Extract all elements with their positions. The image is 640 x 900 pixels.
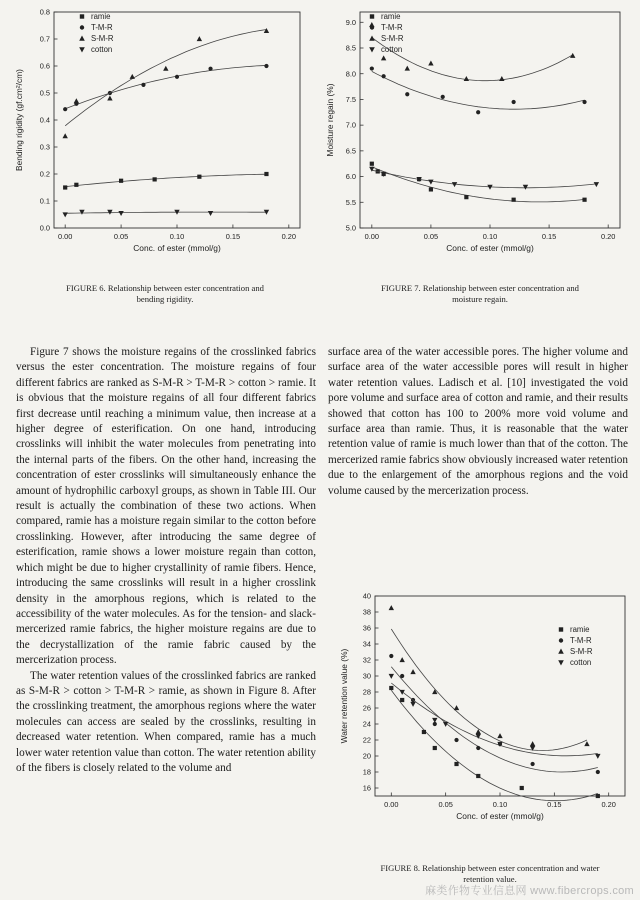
legend	[79, 12, 114, 54]
data-point	[264, 172, 268, 176]
x-axis-label: Conc. of ester (mmol/g)	[446, 243, 534, 253]
y-tick-label: 0.0	[39, 223, 50, 233]
data-point	[370, 162, 374, 166]
data-point	[464, 195, 468, 199]
y-tick-label: 0.8	[39, 7, 50, 17]
bending-rigidity-plot	[0, 0, 310, 282]
y-tick-label: 0.6	[39, 61, 50, 71]
y-tick-label: 9.0	[345, 17, 356, 27]
data-point	[530, 741, 535, 746]
data-point	[428, 61, 433, 66]
data-point	[428, 180, 433, 185]
data-point	[476, 110, 480, 114]
data-point	[389, 686, 393, 690]
y-tick-label: 5.5	[345, 197, 356, 207]
y-tick-label: 0.7	[39, 34, 50, 44]
data-point	[107, 210, 112, 215]
moisture-regain-plot	[320, 0, 640, 282]
data-point	[400, 674, 404, 678]
x-tick-label: 0.10	[482, 232, 498, 241]
data-point	[389, 654, 393, 658]
data-point	[63, 185, 67, 189]
figure-6-caption-line-1: FIGURE 6. Relationship between ester concentration and	[66, 283, 264, 293]
x-tick-label: 0.10	[169, 232, 185, 241]
fit-curve-s-m-r	[372, 37, 573, 80]
x-tick-label: 0.00	[364, 232, 380, 241]
data-point	[582, 100, 586, 104]
y-tick-label: 0.1	[39, 196, 50, 206]
y-tick-label: 7.0	[345, 120, 356, 130]
legend-label: cotton	[570, 658, 592, 667]
figure-7-caption-line-1: FIGURE 7. Relationship between ester concentration and	[381, 283, 579, 293]
x-tick-label: 0.00	[384, 800, 399, 809]
data-point	[74, 183, 78, 187]
data-point	[382, 74, 386, 78]
data-point	[476, 774, 480, 778]
series-t-m-r	[370, 66, 587, 114]
data-point	[429, 187, 433, 191]
y-axis-label: Moisture regain (%)	[325, 83, 335, 157]
data-point	[381, 55, 386, 60]
data-point	[399, 690, 404, 695]
data-point	[454, 762, 458, 766]
y-tick-label: 38	[362, 607, 371, 617]
y-tick-label: 26	[362, 703, 371, 713]
y-tick-label: 36	[362, 623, 371, 633]
legend-label: S-M-R	[570, 647, 593, 656]
legend-label: cotton	[91, 45, 113, 54]
y-tick-label: 18	[362, 767, 371, 777]
fit-curve-s-m-r	[391, 629, 587, 751]
legend-label: T-M-R	[381, 23, 403, 32]
legend-marker	[559, 638, 563, 642]
x-tick-label: 0.05	[438, 800, 453, 809]
figure-7-chart	[320, 0, 640, 282]
data-point	[118, 211, 123, 216]
data-point	[464, 76, 469, 81]
data-point	[399, 657, 404, 662]
x-tick-label: 0.05	[113, 232, 129, 241]
data-point	[531, 762, 535, 766]
x-axis-label: Conc. of ester (mmol/g)	[133, 243, 221, 253]
y-axis-label: Water retention value (%)	[339, 648, 349, 744]
x-tick-label: 0.15	[547, 800, 562, 809]
y-tick-label: 24	[362, 719, 371, 729]
series-cotton	[389, 674, 601, 759]
data-point	[62, 212, 67, 217]
legend-label: cotton	[381, 45, 403, 54]
legend-marker	[369, 36, 375, 41]
figure-6-caption-line-2: bending rigidity.	[136, 294, 194, 304]
data-point	[433, 746, 437, 750]
data-point	[596, 770, 600, 774]
data-point	[163, 66, 168, 71]
data-point	[584, 741, 589, 746]
legend-marker	[558, 649, 564, 654]
data-point	[499, 76, 504, 81]
legend-marker	[559, 627, 563, 631]
x-tick-label: 0.10	[492, 800, 508, 809]
data-point	[175, 75, 179, 79]
fit-curve-cotton	[65, 212, 266, 213]
figure-6-caption	[30, 283, 300, 305]
x-tick-label: 0.20	[281, 232, 297, 241]
data-point	[389, 605, 394, 610]
figure-7-caption-line-2: moisture regain.	[452, 294, 508, 304]
legend-marker	[79, 36, 85, 41]
legend-label: ramie	[570, 625, 590, 634]
figure-7-caption	[345, 283, 615, 305]
data-point	[119, 179, 123, 183]
data-point	[512, 198, 516, 202]
y-tick-label: 32	[362, 655, 371, 665]
figure-8-caption-line-1: FIGURE 8. Relationship between ester concentration and water	[380, 863, 600, 873]
right-text-column	[328, 345, 628, 499]
data-point	[432, 718, 437, 723]
legend	[369, 12, 404, 54]
data-point	[130, 74, 135, 79]
figure-8-chart	[325, 590, 640, 860]
legend-label: T-M-R	[570, 636, 592, 645]
paragraph-moisture-regain: Figure 7 shows the moisture regains of the crosslinked fabrics versus the ester concentration. The moisture regains of four different fabrics are ranked as S-M-R > T-M-R > cotton > ramie. It is obvious that the moisture regains of all four different fabrics first decrease until reaching a minimum value, then increase at a higher degree of esterification. On one hand, introducing crosslinks will inhibit the water molecules from penetrating into the internal parts of the fibers. On the other hand, increasing the concentration of ester crosslinks will simultaneously enhance the amount of hydrophilic carboxyl groups, as shown in Table III. Our result is actually the combination of these two actions. When compared, ramie has a moisture regain similar to the cotton before crosslinking. However, after introducing the same degree of esterification, ramie shows a lower moisture regain than cotton, which might be due to higher crystallinity of ramie fibers. Hence, introducing the same crosslinks will result in a higher crosslink density in the amorphous regions, which is related to the accessibility of the water molecules. As for the tension- and slack-mercerized ramie fabrics, the higher moisture regains are due to the decrystallization of the ramie fabric caused by the mercerization process.	[16, 346, 316, 667]
series-s-m-r	[389, 605, 590, 750]
legend-label: ramie	[91, 12, 111, 21]
left-text-column	[16, 345, 316, 776]
y-tick-label: 8.5	[345, 43, 356, 53]
data-point	[264, 64, 268, 68]
figure-6-chart	[0, 0, 310, 282]
data-point	[570, 53, 575, 58]
data-point	[454, 705, 459, 710]
y-tick-label: 40	[362, 591, 371, 601]
y-axis-label: Bending rigidity (gf.cm²/cm)	[14, 69, 24, 171]
legend-marker	[369, 47, 375, 52]
fit-curve-t-m-r	[391, 667, 598, 772]
legend-label: S-M-R	[381, 34, 404, 43]
data-point	[62, 133, 67, 138]
data-point	[595, 754, 600, 759]
data-point	[410, 702, 415, 707]
series-ramie	[63, 172, 268, 190]
fit-curve-t-m-r	[372, 71, 585, 109]
legend-label: ramie	[381, 12, 401, 21]
y-tick-label: 8.0	[345, 69, 356, 79]
x-tick-label: 0.15	[225, 232, 241, 241]
data-point	[79, 210, 84, 215]
data-point	[422, 730, 426, 734]
legend-marker	[80, 14, 84, 18]
y-tick-label: 0.2	[39, 169, 50, 179]
y-tick-label: 5.0	[345, 223, 356, 233]
y-tick-label: 34	[362, 639, 371, 649]
data-point	[370, 66, 374, 70]
data-point	[454, 738, 458, 742]
data-point	[208, 211, 213, 216]
figure-8-caption-line-2: retention value.	[463, 874, 517, 884]
legend-marker	[79, 47, 85, 52]
y-tick-label: 28	[362, 687, 371, 697]
data-point	[208, 67, 212, 71]
x-axis-label: Conc. of ester (mmol/g)	[456, 811, 544, 821]
y-tick-label: 6.0	[345, 172, 356, 182]
data-point	[400, 698, 404, 702]
paragraph-void-volume: surface area of the water accessible pores. The higher volume and surface area of the water accessible pores will result in higher water retention values. Ladisch et al. [10] investigated the void pore volume and surface area of cotton and ramie, and their results showed that cotton has 100 to 200% more void volume and surface area than ramie. Thus, it is reasonable that the water retention value of ramie is much lower than that of the cotton. The mercerized ramie fabrics show obviously increased water retention due to the enlargement of the amorphous regions and the void volume caused by the mercerization process.	[328, 346, 628, 497]
data-point	[520, 786, 524, 790]
data-point	[264, 28, 269, 33]
y-tick-label: 6.5	[345, 146, 356, 156]
fit-curve-ramie	[372, 167, 585, 202]
legend-label: T-M-R	[91, 23, 113, 32]
data-point	[452, 182, 457, 187]
legend-marker	[370, 14, 374, 18]
y-tick-label: 0.5	[39, 88, 50, 98]
y-tick-label: 0.3	[39, 142, 50, 152]
y-tick-label: 7.5	[345, 95, 356, 105]
fit-curve-s-m-r	[65, 30, 266, 126]
data-point	[74, 98, 79, 103]
series-cotton	[62, 210, 269, 218]
series-cotton	[369, 167, 599, 190]
y-tick-label: 20	[362, 751, 371, 761]
fit-curve-ramie	[65, 174, 266, 187]
water-retention-plot	[325, 590, 640, 860]
data-point	[476, 746, 480, 750]
fit-curve-cotton	[391, 683, 598, 756]
data-point	[107, 96, 112, 101]
data-point	[497, 733, 502, 738]
site-watermark: 麻类作物专业信息网 www.fibercrops.com	[425, 885, 634, 897]
legend-marker	[370, 25, 374, 29]
fit-curve-cotton	[372, 170, 597, 188]
legend-marker	[558, 660, 564, 665]
y-tick-label: 30	[362, 671, 371, 681]
x-tick-label: 0.00	[57, 232, 73, 241]
data-point	[523, 185, 528, 190]
x-tick-label: 0.20	[601, 800, 616, 809]
data-point	[410, 669, 415, 674]
legend	[558, 625, 593, 667]
data-point	[596, 794, 600, 798]
paragraph-water-retention: The water retention values of the crosslinked fabrics are ranked as S-M-R > cotton > T-M-R > ramie, as shown in Figure 8. After the crosslinking treatment, the amorphous regions where the water molecules can access are sealed by the crosslinks, resulting in decreased water retention. When compared, ramie has a much lower water retention value than cotton. The water retention ability of the fibers is closely related to the volume and	[16, 669, 316, 774]
data-point	[197, 175, 201, 179]
data-point	[197, 36, 202, 41]
series-ramie	[370, 162, 587, 202]
data-point	[63, 107, 67, 111]
legend-marker	[80, 25, 84, 29]
data-point	[512, 100, 516, 104]
data-point	[153, 177, 157, 181]
y-tick-label: 0.4	[39, 115, 50, 125]
legend-label: S-M-R	[91, 34, 114, 43]
y-tick-label: 22	[362, 735, 371, 745]
x-tick-label: 0.05	[423, 232, 439, 241]
data-point	[441, 95, 445, 99]
data-point	[141, 83, 145, 87]
data-point	[582, 198, 586, 202]
data-point	[405, 66, 410, 71]
data-point	[594, 182, 599, 187]
data-point	[389, 674, 394, 679]
data-point	[405, 92, 409, 96]
y-tick-label: 16	[362, 783, 371, 793]
x-tick-label: 0.15	[541, 232, 557, 241]
fit-curve-t-m-r	[65, 65, 266, 108]
x-tick-label: 0.20	[600, 232, 616, 241]
